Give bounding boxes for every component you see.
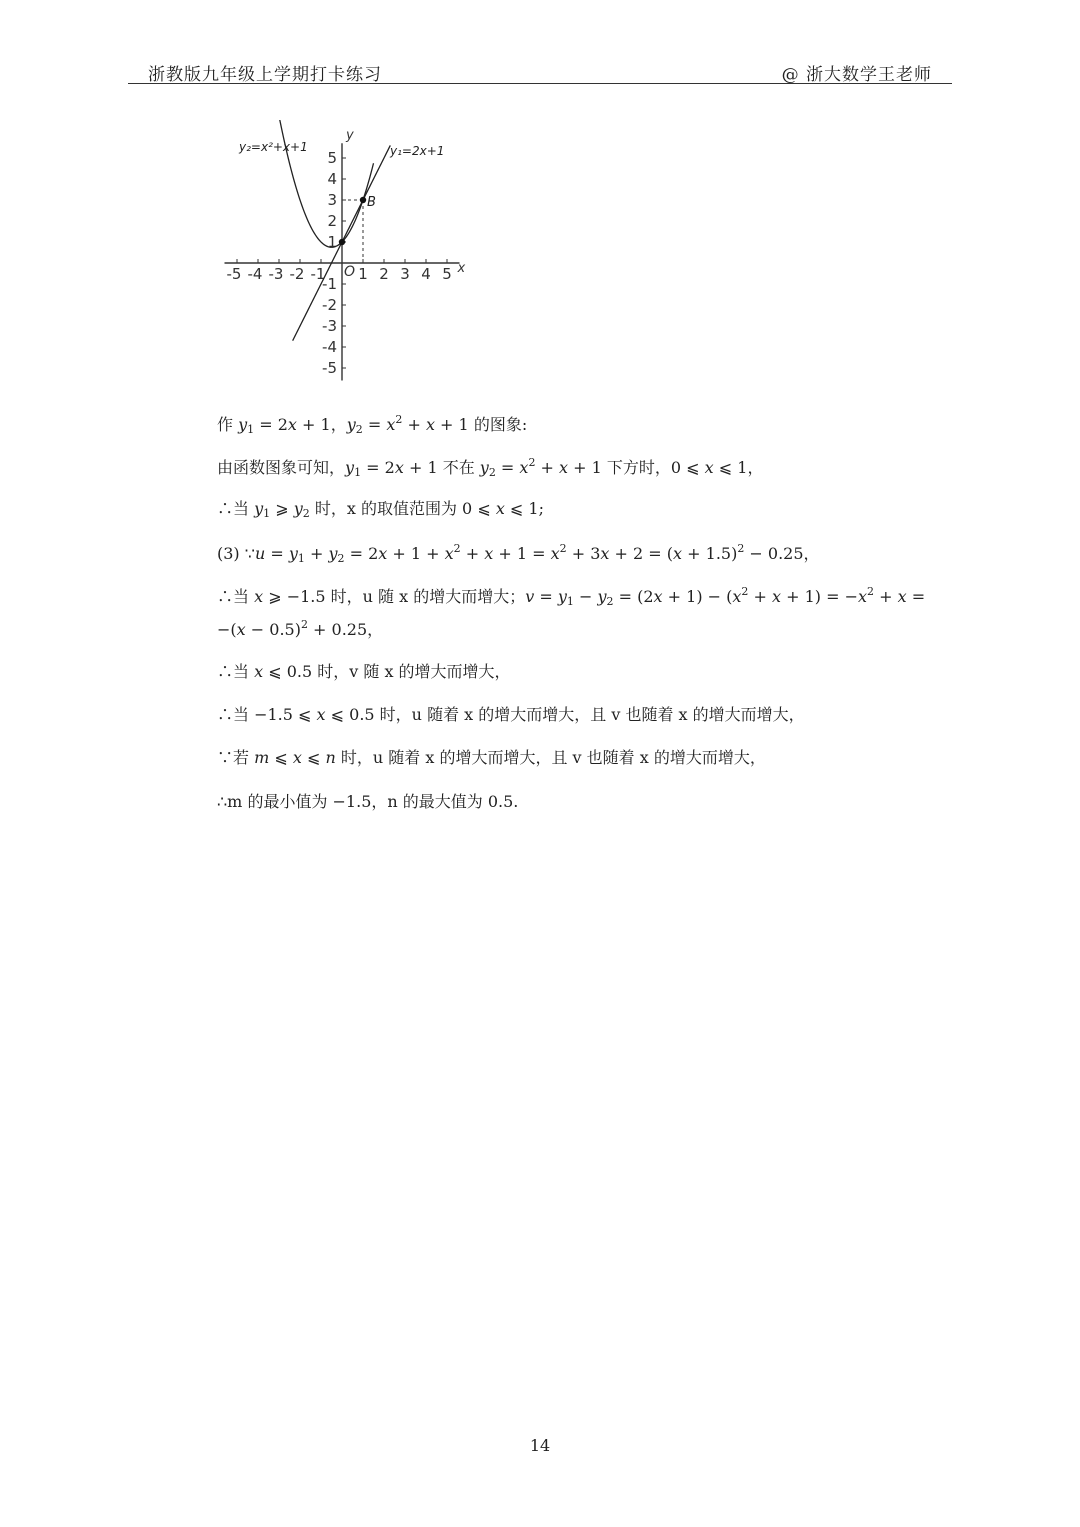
header-author: @ 浙大数学王老师 [781,65,932,85]
x-tick-label: 1 [358,265,368,283]
x-tick-label: 5 [442,265,452,283]
y-tick-label: 5 [327,149,337,167]
x-tick-label: -3 [268,265,284,283]
y-tick-label: -5 [322,359,337,377]
x-tick-label: -1 [310,265,326,283]
solution-line-5: ∴当 x ⩾ −1.5 时，u 随 x 的增大而增大；$v = y_1 - y_2 = (2x + 1) - (x^2 + x + 1) = -x^2 + x$ = [217,585,926,608]
function-graph [205,120,475,390]
y-tick-label: 1 [327,233,337,251]
x-tick-label: 3 [400,265,410,283]
page-number: 14 [529,1436,551,1455]
y-tick-label: -4 [322,338,337,356]
x-axis-label: x [457,261,466,276]
solution-line-7: ∴当 x ⩽ 0.5 时，v 随 x 的增大而增大， [217,662,511,681]
solution-line-8: ∴当 −1.5 ⩽ x ⩽ 0.5 时，u 随着 x 的增大而增大，且 v 也随着 x 的增大而增大， [217,705,805,724]
marks [238,140,444,263]
solution-line-2: 由函数图象可知，$y_1 = 2x + 1$ 不在 $y_2 = x^2 + x + 1$ 下方时，0 ⩽ x ⩽ 1， [217,456,764,479]
y-tick-label: 3 [327,191,337,209]
y-tick-label: -2 [322,296,337,314]
point-intercept [339,239,345,245]
y-tick-label: 2 [327,212,337,230]
x-tick-label: -2 [289,265,305,283]
series-y1-label: y₁=2x+1 [390,144,445,158]
y-axis-label: y [346,128,354,144]
y-tick-label: -3 [322,317,337,335]
solution-line-3: ∴当 $y_1$ ⩾ $y_2$ 时，x 的取值范围为 0 ⩽ x ⩽ 1; [217,499,544,520]
x-tick-label: -4 [247,265,263,283]
solution-line-1: 作 $y_1 = 2x + 1$，$y_2 = x^2 + x + 1$ 的图象: [217,413,528,436]
origin-label: O [344,264,356,280]
x-tick-label: 4 [421,265,431,283]
series-y2-label: y₂=x²+x+1 [239,140,308,154]
header-divider [128,83,952,84]
solution-line-10: ∴m 的最小值为 −1.5，n 的最大值为 0.5. [217,792,519,811]
y-tick-label: 4 [327,170,337,188]
x-tick-label: -5 [226,265,242,283]
solution-line-4: (3) ∵u = $y_1 + y_2 = 2x + 1 + x^2 + x + 1 = x^2 + 3x + 2 = (x + 1.5)^2 - 0.25$， [217,542,820,565]
y-tick-label: -1 [322,275,337,293]
axes [225,128,466,380]
solution-line-9: ∵若 m ⩽ x ⩽ n 时，u 随着 x 的增大而增大，且 v 也随着 x 的增大而增大， [217,748,766,767]
point-label: B [367,195,376,210]
header-title: 浙教版九年级上学期打卡练习 [148,65,382,85]
solution-line-6: $-(x - 0.5)^2 + 0.25$， [217,618,384,639]
point-B [360,197,366,203]
x-tick-label: 2 [379,265,389,283]
